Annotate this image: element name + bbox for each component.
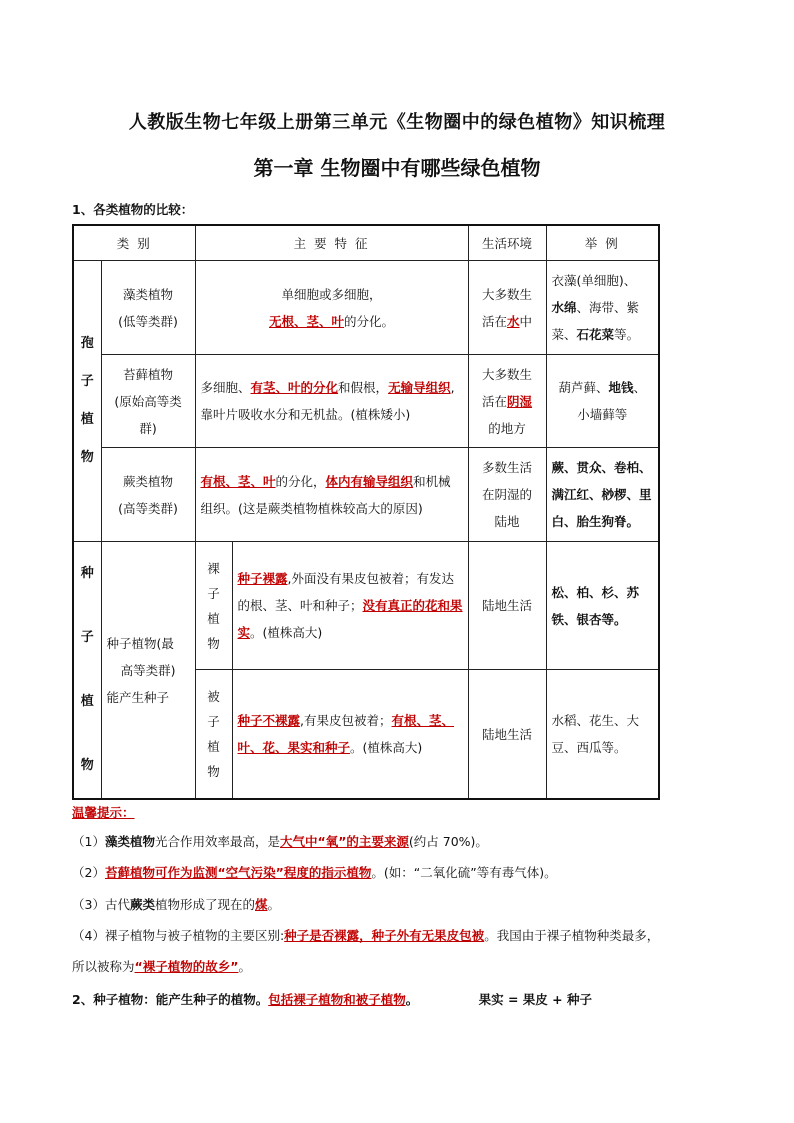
moss-env: 大多数生 活在阴湿 的地方 xyxy=(468,355,546,448)
moss-feature: 多细胞、有茎、叶的分化和假根，无输导组织,靠叶片吸收水分和无机盐。(植株矮小) xyxy=(195,355,468,448)
header-type: 类 别 xyxy=(73,225,195,261)
gymnosperm-feature: 种子裸露,外面没有果皮包被着；有发达的根、茎、叶和种子；没有真正的花和果实。(植株高大) xyxy=(232,542,468,670)
seed-plants-label: 种 子 植 物 xyxy=(73,542,101,800)
tip-1: （1）藻类植物光合作用效率最高，是大气中“氧”的主要来源(约占 70%)。 xyxy=(72,834,488,849)
algae-feature: 单细胞或多细胞， 无根、茎、叶的分化。 xyxy=(195,261,468,355)
fruit-formula: 果实 = 果皮 + 种子 xyxy=(478,992,592,1007)
plant-comparison-table xyxy=(72,224,660,800)
gymnosperm-label: 裸 子 植 物 xyxy=(195,542,232,670)
angiosperm-env: 陆地生活 xyxy=(468,670,546,799)
gymnosperm-example: 松、柏、杉、苏铁、银杏等。 xyxy=(546,542,659,670)
gymnosperm-env: 陆地生活 xyxy=(468,542,546,670)
fern-example: 蕨、贯众、卷柏、满江红、桫椤、里白、胎生狗脊。 xyxy=(546,448,659,542)
algae-name: 藻类植物 (低等类群) xyxy=(101,261,195,355)
tip-4: （4）裸子植物与被子植物的主要区别:种子是否裸露，种子外有无果皮包被。我国由于裸子植物种类最多， xyxy=(72,928,660,943)
algae-example: 衣藻(单细胞)、 水绵、海带、紫 菜、石花菜等。 xyxy=(546,261,659,355)
algae-env: 大多数生 活在水中 xyxy=(468,261,546,355)
seed-plants-name: 种子植物(最 高等类群) 能产生种子 xyxy=(101,542,195,800)
document-title: 人教版生物七年级上册第三单元《生物圈中的绿色植物》知识梳理 xyxy=(128,112,666,133)
table-row-algae xyxy=(73,261,659,355)
fern-name: 蕨类植物 (高等类群) xyxy=(101,448,195,542)
section-1-heading: 1、各类植物的比较： xyxy=(72,202,194,217)
tip-3: （3）古代蕨类植物形成了现在的煤。 xyxy=(72,897,281,912)
fern-env: 多数生活在阴湿的陆地 xyxy=(468,448,546,542)
header-feature: 主 要 特 征 xyxy=(195,225,468,261)
spore-plants-label: 孢 子 植 物 xyxy=(73,261,101,542)
header-example: 举 例 xyxy=(546,225,659,261)
angiosperm-feature: 种子不裸露,有果皮包被着；有根、茎、叶、花、果实和种子。(植株高大) xyxy=(232,670,468,799)
tip-4-cont: 所以被称为“裸子植物的故乡”。 xyxy=(72,959,251,974)
tips-heading: 温馨提示： xyxy=(72,805,135,820)
table-row-fern xyxy=(73,448,659,542)
chapter-title: 第一章 生物圈中有哪些绿色植物 xyxy=(253,156,541,180)
section-2: 2、种子植物：能产生种子的植物。包括裸子植物和被子植物。 果实 = 果皮 + 种子 xyxy=(72,992,592,1007)
table-row-gymnosperms xyxy=(73,542,659,670)
header-env: 生活环境 xyxy=(468,225,546,261)
angiosperm-example: 水稻、花生、大豆、西瓜等。 xyxy=(546,670,659,799)
tip-2: （2）苔藓植物可作为监测“空气污染”程度的指示植物。(如：“二氧化硫”等有毒气体)。 xyxy=(72,865,557,880)
moss-name: 苔藓植物 (原始高等类 群) xyxy=(101,355,195,448)
fern-feature: 有根、茎、叶的分化，体内有输导组织和机械组织。(这是蕨类植物植株较高大的原因) xyxy=(195,448,468,542)
angiosperm-label: 被 子 植 物 xyxy=(195,670,232,799)
moss-example: 葫芦藓、地钱、 小墙藓等 xyxy=(546,355,659,448)
table-header-row xyxy=(73,225,659,261)
table-row-moss xyxy=(73,355,659,448)
